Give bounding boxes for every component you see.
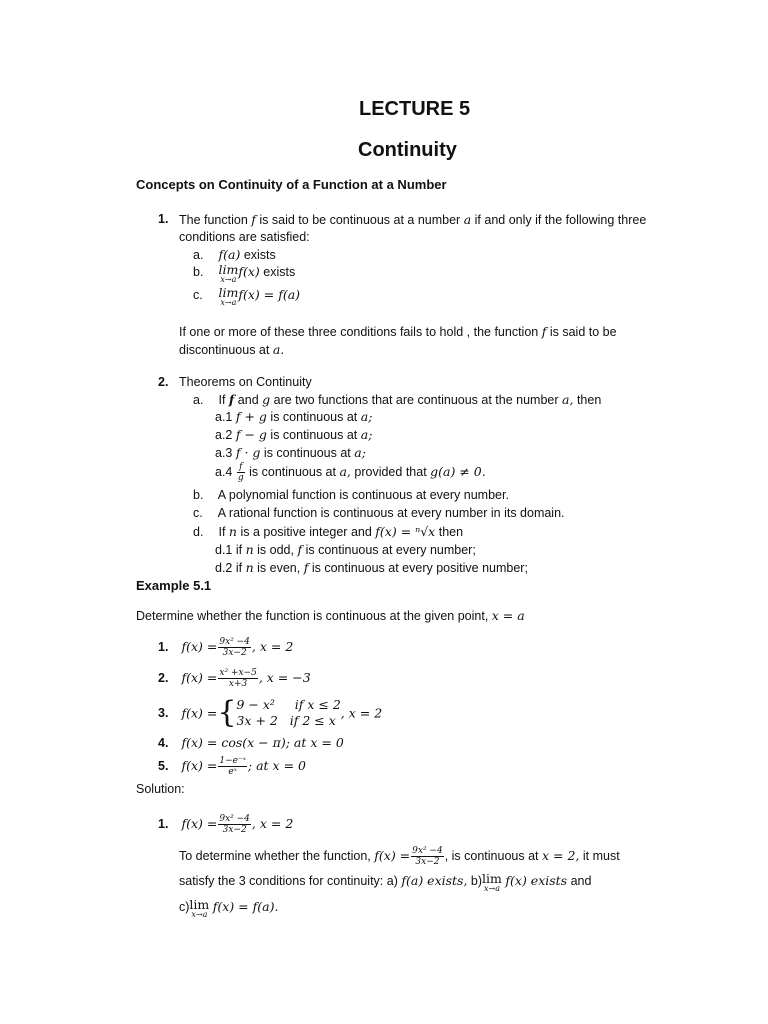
lim-sub: x→a	[191, 910, 208, 919]
math-x: x = 2,	[542, 847, 580, 863]
text: is odd,	[257, 543, 294, 557]
text: are two functions that are continuous at the number	[273, 393, 559, 407]
math-a: a;	[354, 445, 366, 460]
solution-line2	[179, 873, 591, 893]
problem-2	[158, 668, 311, 689]
text: is even,	[257, 561, 301, 575]
fraction	[218, 756, 247, 777]
math: f(x) = ⁿ√x	[375, 524, 436, 539]
fail-line1	[179, 324, 617, 339]
text: If	[218, 393, 226, 407]
label: a.	[193, 393, 204, 407]
fraction	[218, 668, 257, 689]
limit	[482, 873, 502, 893]
denominator: 3x−2	[222, 825, 247, 835]
math: f(a)	[218, 247, 241, 262]
label: d.2 if	[215, 561, 243, 575]
theorem-a4	[215, 462, 486, 483]
math: f(x) exists	[505, 873, 568, 888]
math-a: a,	[562, 392, 574, 407]
math: f(a) exists,	[401, 873, 468, 888]
text: The function	[179, 213, 248, 227]
problem-number: 1.	[158, 639, 169, 654]
math-rest: ; at x = 0	[247, 757, 306, 773]
numerator: f	[237, 462, 245, 473]
text: exists	[243, 248, 276, 262]
math-a: a,	[339, 463, 351, 479]
fraction-f-over-g	[237, 462, 245, 483]
item2-number: 2.	[158, 375, 169, 389]
math-n: n	[245, 542, 254, 557]
label: c.	[193, 506, 203, 520]
label: a.	[193, 248, 204, 262]
text: is a positive integer and	[240, 525, 372, 539]
math-f: f	[303, 560, 309, 575]
text: and	[237, 393, 259, 407]
text: is continuous at	[249, 464, 336, 479]
problem-4	[158, 735, 344, 750]
math: f + g	[235, 409, 267, 424]
math: f − g	[235, 427, 267, 442]
fail-line2	[179, 342, 284, 357]
math: f(x)	[238, 264, 260, 279]
page-title: Continuity	[358, 139, 457, 161]
concepts-heading: Concepts on Continuity of a Function at a Number	[136, 177, 447, 192]
math-f: f	[297, 542, 303, 557]
text: c)	[179, 900, 190, 914]
text: then	[576, 393, 602, 407]
text: exists	[263, 265, 296, 279]
text: b)	[470, 874, 483, 888]
label: a.2	[215, 428, 233, 442]
math-a: a;	[360, 427, 373, 442]
text: is continuous at	[263, 446, 351, 460]
label: d.	[193, 525, 204, 539]
label: c.	[193, 288, 203, 302]
fraction	[218, 814, 251, 835]
math: f · g	[235, 445, 261, 460]
theorem-b	[193, 488, 509, 502]
problem-number: 5.	[158, 758, 169, 773]
text: and	[570, 874, 592, 888]
case-1: 9 − x² if x ≤ 2	[236, 697, 341, 712]
problem-number: 2.	[158, 670, 169, 685]
lim-sub: x→a	[220, 298, 237, 307]
math-lhs: f(x) =	[374, 847, 411, 863]
math: f(x) = f(a)	[238, 287, 301, 302]
denominator: g	[237, 473, 244, 483]
math-f: f	[541, 324, 547, 339]
problem-5	[158, 756, 306, 777]
math-n: n	[245, 560, 254, 575]
problem-number: 1.	[158, 816, 169, 831]
math-rest: , x = 2	[251, 815, 294, 831]
item2-heading: Theorems on Continuity	[179, 375, 312, 389]
math: f(x) = cos(x − π); at x = 0	[181, 735, 344, 750]
text: If one or more of these three conditions fails to hold , the function	[179, 325, 539, 339]
text: discontinuous at	[179, 343, 270, 357]
problem-1	[158, 637, 293, 658]
text: satisfy the 3 conditions for continuity: a)	[179, 874, 398, 888]
solution-problem-1	[158, 814, 293, 835]
math-lhs: f(x) =	[181, 669, 218, 685]
label: d.1 if	[215, 543, 243, 557]
numerator: x² +x−5	[219, 668, 257, 678]
numerator: 1−e⁻ˣ	[219, 756, 246, 766]
example-heading: Example 5.1	[136, 578, 212, 593]
numerator: 9x² −4	[412, 846, 443, 856]
theorem-c	[193, 506, 565, 520]
text: then	[438, 525, 464, 539]
math: f(x) = f(a).	[212, 899, 279, 914]
math-n: n	[228, 524, 237, 539]
problem-number: 3.	[158, 706, 169, 720]
text: is said to be	[549, 325, 617, 339]
math-rest: , x = 2	[251, 638, 294, 654]
text: A polynomial function is continuous at every number.	[217, 488, 509, 502]
limit	[218, 264, 238, 284]
math-g: g	[262, 392, 271, 407]
theorem-d2	[215, 560, 528, 575]
text: is continuous at	[270, 410, 358, 424]
label: b.	[193, 265, 204, 279]
theorem-a3	[215, 445, 366, 460]
text: is continuous at every positive number;	[311, 561, 528, 575]
lim: lim	[218, 285, 239, 300]
fraction	[411, 846, 444, 867]
math-condition: g(a) ≠ 0.	[430, 463, 486, 479]
piecewise-cases	[236, 697, 340, 729]
case-2: 3x + 2 if 2 ≤ x	[236, 713, 336, 728]
lecture-number: LECTURE 5	[359, 98, 471, 120]
label: a.1	[215, 410, 233, 424]
item1-number: 1.	[158, 212, 169, 226]
text: , is continuous at	[444, 848, 539, 863]
numerator: 9x² −4	[219, 814, 250, 824]
text: is continuous at every number;	[305, 543, 476, 557]
condition-a	[193, 247, 276, 262]
lim-sub: x→a	[220, 275, 237, 284]
condition-b	[193, 264, 295, 284]
text: is continuous at	[270, 428, 358, 442]
math-a: a.	[272, 342, 285, 357]
numerator: 9x² −4	[219, 637, 250, 647]
lim: lim	[189, 897, 210, 912]
text: is said to be continuous at a number	[259, 213, 461, 227]
solution-line1	[179, 846, 620, 867]
denominator: x+3	[228, 679, 248, 689]
lim: lim	[218, 262, 239, 277]
denominator: eˣ	[228, 767, 237, 777]
text: provided that	[354, 464, 427, 479]
math-f: f	[251, 212, 256, 227]
math-lhs: f(x) =	[181, 757, 218, 773]
math-lhs: f(x) =	[181, 638, 218, 654]
math-lhs: f(x) =	[181, 705, 218, 721]
theorem-d1	[215, 542, 476, 557]
problem-number: 4.	[158, 736, 169, 750]
math-rest: , x = −3	[258, 669, 311, 685]
text: Determine whether the function is continuous at the given point,	[136, 609, 489, 623]
math-a: a;	[360, 409, 373, 424]
math-a: a	[463, 212, 472, 227]
theorem-d	[193, 524, 463, 539]
example-intro	[136, 608, 525, 623]
math-lhs: f(x) =	[181, 815, 218, 831]
item1-line1	[179, 212, 646, 227]
math-rest: , x = 2	[340, 705, 383, 721]
denominator: 3x−2	[415, 857, 440, 867]
text: A rational function is continuous at every number in its domain.	[217, 506, 565, 520]
theorem-a2	[215, 427, 372, 442]
fraction	[218, 637, 251, 658]
label: b.	[193, 488, 204, 502]
label: a.4	[215, 464, 233, 479]
theorem-a	[193, 392, 601, 407]
text: If	[218, 525, 226, 539]
item1-line2: conditions are satisfied:	[179, 230, 310, 244]
limit	[218, 287, 238, 307]
text: if and only if the following three	[474, 213, 647, 227]
condition-c	[193, 287, 300, 307]
label: a.3	[215, 446, 233, 460]
solution-line3	[179, 899, 278, 919]
math: x = a	[491, 608, 525, 623]
problem-3	[158, 697, 382, 729]
denominator: 3x−2	[222, 648, 247, 658]
solution-heading: Solution:	[136, 782, 185, 796]
text: it must	[582, 848, 620, 863]
theorem-a1	[215, 409, 372, 424]
lim-sub: x→a	[483, 884, 500, 893]
math-f: f	[228, 392, 235, 407]
left-brace: {	[217, 695, 237, 730]
lim: lim	[482, 871, 502, 886]
limit	[189, 899, 209, 919]
text: To determine whether the function,	[179, 848, 371, 863]
